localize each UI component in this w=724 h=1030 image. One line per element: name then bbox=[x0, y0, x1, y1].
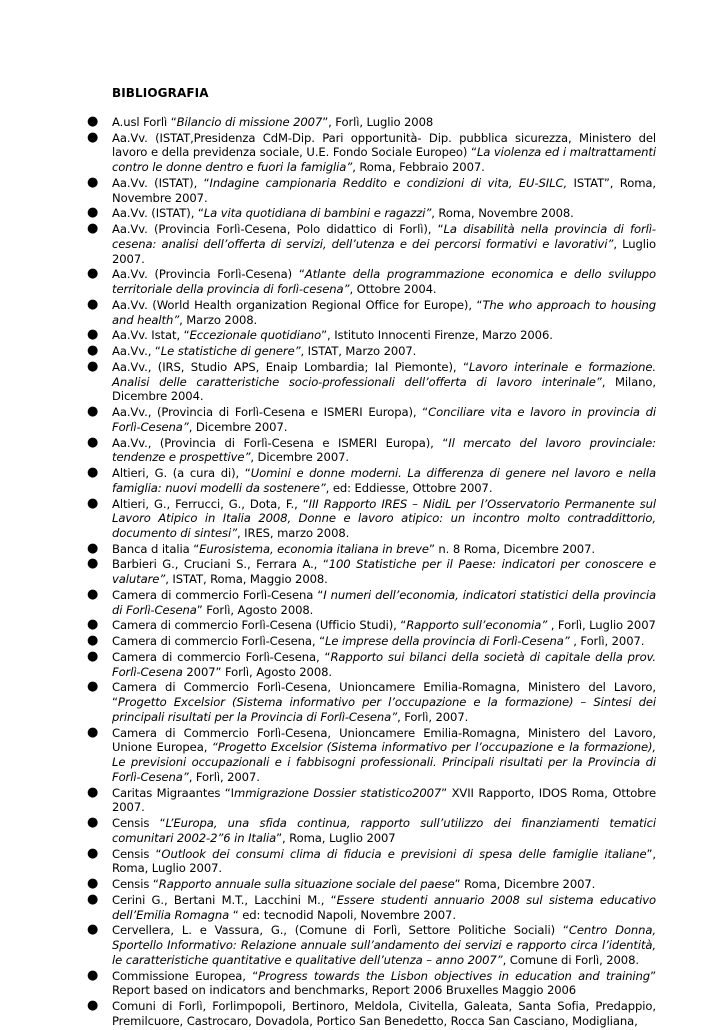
bullet-icon: ● bbox=[87, 617, 99, 633]
entry-title: Lavoro interinale e formazione. Analisi delle caratteristiche socio-professionali dell’offerta di lavoro interinale” bbox=[112, 359, 656, 389]
entry-text: , Forlì, 2007. bbox=[569, 634, 645, 649]
entry-text: Cervellera, L. e Vassura, G., (Comune di Forlì, Settore Politiche Sociali) “ bbox=[112, 923, 569, 938]
entry-text: Camera di Commercio Forlì-Cesena, Unioncamere Emilia-Romagna, Ministero del Lavoro, Unione Europea, bbox=[112, 725, 656, 755]
entry-text: , Milano, Dicembre 2004. bbox=[112, 374, 656, 404]
entry-title: III Rapporto IRES – NidiL per l’Osservatorio Permanente sul Lavoro Atipico in Italia 2008, Donne e lavoro atipico: un incontro molto contraddittorio, documento di sintesi” bbox=[112, 496, 656, 541]
bullet-icon: ● bbox=[87, 540, 99, 556]
bullet-icon: ● bbox=[87, 327, 99, 343]
entry-text: Aa.Vv. Istat, “ bbox=[112, 328, 190, 343]
bullet-icon: ● bbox=[87, 998, 99, 1014]
entry-text: , IRES, marzo 2008. bbox=[237, 526, 350, 541]
bullet-icon: ● bbox=[87, 679, 99, 695]
entry-text: Camera di commercio Forlì-Cesena, “ bbox=[112, 649, 331, 664]
bibliography-entry bbox=[87, 343, 656, 359]
bibliography-list bbox=[87, 114, 657, 1030]
entry-text: , Forlì, 2007. bbox=[188, 769, 260, 784]
entry-text: Aa.Vv. (ISTAT), “ bbox=[112, 175, 210, 190]
entry-text: Camera di commercio Forlì-Cesena “ bbox=[112, 587, 324, 602]
entry-text: , Ottobre 2004. bbox=[349, 282, 437, 297]
entry-text: Cerini G., Bertani M.T., Lacchini M., “ bbox=[112, 892, 337, 907]
entry-title: Essere studenti annuario 2008 sul sistema educativo dell’Emilia Romagna bbox=[112, 892, 656, 922]
bibliography-entry bbox=[87, 815, 656, 846]
bibliography-entry bbox=[87, 205, 656, 221]
bibliography-entry bbox=[87, 434, 656, 466]
entry-title: Progetto Excelsior (Sistema informativo per l’occupazione e la formazione) – Sintesi dei principali risultati per la Provincia di Forlì-Cesena” bbox=[112, 695, 656, 724]
entry-text: ” n. 8 Roma, Dicembre 2007. bbox=[428, 541, 595, 556]
entry-text: Censis “ bbox=[112, 846, 162, 861]
bibliography-entry bbox=[87, 114, 656, 130]
bullet-icon: ● bbox=[87, 465, 99, 481]
bibliography-entry bbox=[87, 296, 656, 328]
entry-title: La disabilità nella provincia di forlì-cesena: analisi dell’offerta di servizi, dell’utenza e dei percorsi formativi e lavorativi” bbox=[112, 222, 657, 251]
entry-text: Aa.Vv., (IRS, Studio APS, Enaip Lombardia; Ial Piemonte), “ bbox=[112, 359, 469, 374]
entry-title: Progress towards the Lisbon objectives in education and training bbox=[258, 968, 651, 983]
entry-text: “ ed: tecnodid Napoli, Novembre 2007. bbox=[229, 907, 456, 922]
entry-title: Il mercato del lavoro provinciale: tendenze e prospettive” bbox=[112, 435, 656, 465]
entry-text: Banca d italia “ bbox=[112, 541, 200, 556]
entry-title: mmigrazione Dossier statistico2007 bbox=[234, 785, 442, 800]
entry-text: Comuni di Forlì, Forlimpopoli, Bertinoro, Meldola, Civitella, Galeata, Santa Sofia, Predappio, Premilcuore, Castrocaro, Dovadola, Portico San Benedetto, Rocca San Casciano, Modigliana, bbox=[112, 999, 656, 1028]
bullet-icon: ● bbox=[87, 266, 99, 282]
entry-text: Aa.Vv. (Provincia Forlì-Cesena, Polo didattico di Forlì), “ bbox=[112, 222, 444, 237]
entry-title: L’Europa, una sfida continua, rapporto sull’utilizzo dei finanziamenti tematici comunitari 2002-2”6 in Italia bbox=[112, 816, 656, 845]
bibliography-entry bbox=[87, 617, 656, 633]
entry-title: “Progetto Excelsior (Sistema informativo per l’occupazione e la formazione), Le previsioni occupazionali e i fabbisogni professionali. Principali risultati per la Provincia di Forlì-Cesena” bbox=[112, 740, 656, 784]
bullet-icon: ● bbox=[87, 891, 99, 907]
bibliography-entry bbox=[87, 967, 656, 999]
entry-text: Censis “ bbox=[112, 816, 166, 831]
bibliography-entry bbox=[87, 540, 656, 557]
entry-text: ”, Forlì, Luglio 2008 bbox=[322, 115, 434, 129]
bullet-icon: ● bbox=[87, 358, 99, 374]
bullet-icon: ● bbox=[87, 495, 99, 511]
bullet-icon: ● bbox=[87, 648, 99, 664]
entry-text: ” Forlì, Agosto 2008. bbox=[196, 602, 314, 617]
entry-text: , Comune di Forlì, 2008. bbox=[502, 952, 639, 967]
bullet-icon: ● bbox=[87, 922, 99, 938]
bibliography-entry bbox=[87, 845, 656, 877]
entry-text: ”, Istituto Innocenti Firenze, Marzo 2006. bbox=[321, 328, 553, 343]
bullet-icon: ● bbox=[87, 815, 99, 831]
section-heading: BIBLIOGRAFIA bbox=[112, 86, 209, 100]
entry-text: Caritas Migraantes “I bbox=[112, 785, 235, 800]
bibliography-entry bbox=[87, 922, 657, 967]
entry-title: Rapporto sull’economia” bbox=[406, 618, 548, 633]
entry-text: , ISTAT, Roma, Maggio 2008. bbox=[165, 572, 328, 587]
bibliography-entry bbox=[87, 495, 656, 541]
bullet-icon: ● bbox=[87, 296, 99, 312]
entry-text: , Forlì, Luglio 2007 bbox=[547, 618, 656, 633]
bullet-icon: ● bbox=[87, 174, 99, 190]
bullet-icon: ● bbox=[87, 114, 99, 129]
entry-title: Rapporto sui bilanci della società di capitale della prov. Forlì-Cesena bbox=[112, 649, 656, 679]
bibliography-entry bbox=[87, 891, 656, 923]
entry-title: Centro Donna, Sportello Informativo: Relazione annuale sull’andamento dei servizi e rapporto circa l’identità, le caratteristiche quantitative e qualitative dell’utenza – anno 2007” bbox=[112, 923, 657, 967]
bibliography-entry bbox=[87, 174, 656, 206]
entry-text: ” XVII Rapporto, IDOS Roma, Ottobre 2007. bbox=[112, 785, 656, 815]
entry-title: Uomini e donne moderni. La differenza di genere nel lavoro e nella famiglia: nuovi modelli da sostenere” bbox=[112, 466, 656, 495]
bullet-icon: ● bbox=[87, 586, 99, 602]
bullet-icon: ● bbox=[87, 129, 99, 145]
bullet-icon: ● bbox=[87, 633, 99, 649]
bibliography-entry bbox=[87, 221, 657, 266]
bullet-icon: ● bbox=[87, 724, 99, 740]
entry-text: Aa.Vv. (World Health organization Regional Office for Europe), “ bbox=[112, 297, 483, 312]
bullet-icon: ● bbox=[87, 556, 99, 572]
entry-text: A.usl Forlì “ bbox=[112, 115, 177, 129]
entry-text: Aa.Vv. (ISTAT), “ bbox=[112, 206, 204, 221]
entry-text: Barbieri G., Cruciani S., Ferrara A., “ bbox=[112, 557, 329, 572]
entry-text: , Roma, Novembre 2008. bbox=[431, 206, 574, 221]
entry-text: Camera di commercio Forlì-Cesena, “ bbox=[112, 634, 325, 649]
entry-text: Commissione Europea, “ bbox=[112, 968, 259, 983]
bullet-icon: ● bbox=[87, 343, 99, 359]
entry-text: Aa.Vv., “ bbox=[112, 344, 161, 359]
bibliography-entry bbox=[87, 998, 656, 1029]
entry-title: Conciliare vita e lavoro in provincia di Forlì-Cesena” bbox=[112, 405, 656, 434]
entry-title: Rapporto annuale sulla situazione sociale del paese bbox=[158, 877, 455, 892]
bibliography-entry bbox=[87, 266, 656, 297]
bibliography-entry bbox=[87, 327, 656, 343]
bibliography-entry bbox=[87, 724, 656, 785]
entry-text: , ed: Eddiesse, Ottobre 2007. bbox=[325, 480, 493, 495]
entry-text: Camera di commercio Forlì-Cesena (Ufficio Studi), “ bbox=[112, 618, 407, 633]
entry-title: The who approach to housing and health” bbox=[112, 297, 656, 327]
bullet-icon: ● bbox=[87, 784, 99, 800]
entry-title: Eurosistema, economia italiana in breve bbox=[199, 541, 429, 556]
entry-text: , ISTAT, Marzo 2007. bbox=[300, 344, 417, 359]
entry-text: ”, Roma, Luglio 2007 bbox=[276, 830, 396, 845]
entry-text: , Luglio 2007. bbox=[112, 236, 656, 266]
entry-title: Atlante della programmazione economica e dello sviluppo territoriale della provincia di forlì-cesena” bbox=[112, 267, 656, 297]
bibliography-entry bbox=[87, 404, 656, 435]
entry-text: Aa.Vv., (Provincia di Forlì-Cesena e ISMERI Europa), “ bbox=[112, 405, 429, 420]
bullet-icon: ● bbox=[87, 845, 99, 861]
bibliography-entry bbox=[87, 129, 657, 175]
bullet-icon: ● bbox=[87, 404, 99, 420]
bibliography-entry bbox=[87, 648, 656, 680]
entry-text: Aa.Vv. (Provincia Forlì-Cesena) “ bbox=[112, 267, 305, 282]
entry-text: , Roma, Febbraio 2007. bbox=[352, 160, 485, 175]
bibliography-entry bbox=[87, 556, 656, 587]
entry-title: 100 Statistiche per il Paese: indicatori per conoscere e valutare” bbox=[112, 557, 656, 587]
entry-text: Altieri, G. (a cura di), “ bbox=[112, 466, 251, 481]
bibliography-entry bbox=[87, 586, 656, 618]
entry-text: Censis “ bbox=[112, 877, 159, 892]
bibliography-entry bbox=[87, 679, 656, 724]
bullet-icon: ● bbox=[87, 434, 99, 450]
entry-text: Aa.Vv., (Provincia di Forlì-Cesena e ISMERI Europa), “ bbox=[112, 435, 449, 450]
entry-title: Le imprese della provincia di Forlì-Cesena” bbox=[325, 634, 570, 649]
entry-title: I numeri dell’economia, indicatori statistici della provincia di Forlì-Cesena bbox=[112, 587, 656, 617]
entry-text: 2007” Forlì, Agosto 2008. bbox=[182, 664, 332, 679]
entry-title: Le statistiche di genere” bbox=[160, 344, 301, 359]
entry-text: Camera di Commercio Forlì-Cesena, Unioncamere Emilia-Romagna, Ministero del Lavoro, “ bbox=[112, 680, 656, 710]
bibliography-entry bbox=[87, 784, 656, 816]
bibliography-entry bbox=[87, 465, 656, 496]
entry-text: ” Report based on indicators and benchmarks, Report 2006 Bruxelles Maggio 2006 bbox=[112, 968, 656, 998]
entry-text: ”, Roma, Luglio 2007. bbox=[112, 846, 656, 876]
entry-text: Aa.Vv. (ISTAT,Presidenza CdM-Dip. Pari opportunità- Dip. pubblica sicurezza, Ministero del lavoro e della previdenza sociale, U.E. Fondo Sociale Europeo) “ bbox=[112, 130, 656, 160]
entry-title: Eccezionale quotidiano bbox=[189, 328, 322, 343]
entry-text: , Dicembre 2007. bbox=[250, 450, 349, 465]
entry-title: La vita quotidiana di bambini e ragazzi” bbox=[203, 206, 432, 221]
bullet-icon: ● bbox=[87, 221, 99, 237]
entry-text: , Dicembre 2007. bbox=[188, 419, 288, 434]
bullet-icon: ● bbox=[87, 967, 99, 983]
bullet-icon: ● bbox=[87, 876, 99, 892]
bullet-icon: ● bbox=[87, 205, 99, 221]
entry-text: ISTAT”, Roma, Novembre 2007. bbox=[112, 175, 656, 205]
entry-text: , Marzo 2008. bbox=[179, 312, 258, 327]
bibliography-entry bbox=[87, 358, 656, 404]
bibliography-entry bbox=[87, 633, 656, 649]
entry-text: ” Roma, Dicembre 2007. bbox=[454, 877, 596, 892]
entry-text: Altieri, G., Ferrucci, G., Dota, F., “ bbox=[112, 496, 309, 511]
entry-title: Indagine campionaria Reddito e condizioni di vita, EU-SILC, bbox=[209, 175, 568, 190]
entry-title: La violenza ed i maltrattamenti contro le donne dentro e fuori la famiglia” bbox=[112, 145, 657, 175]
entry-title: Bilancio di missione 2007 bbox=[176, 115, 323, 129]
entry-title: Outlook dei consumi clima di fiducia e previsioni di spesa delle famiglie italiane bbox=[161, 846, 647, 861]
bibliography-entry bbox=[87, 876, 656, 892]
entry-text: , Forlì, 2007. bbox=[397, 709, 469, 724]
